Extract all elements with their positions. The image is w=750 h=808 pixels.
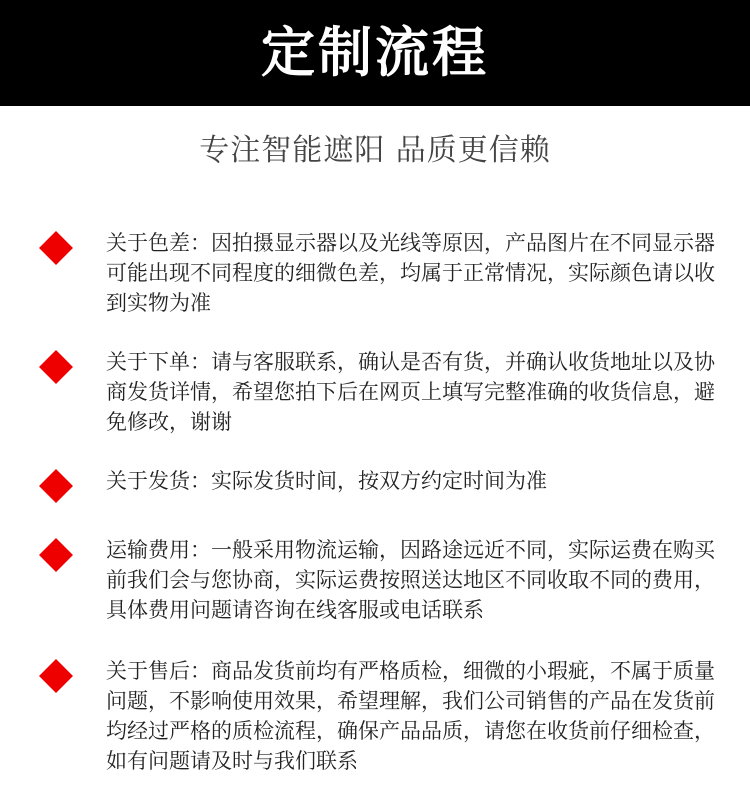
header-banner (0, 0, 750, 106)
red-diamond-icon (39, 350, 73, 384)
notice-text: 运输费用：一般采用物流运输，因路途远近不同，实际运费在购买前我们会与您协商，实际运费按照送达地区不同收取不同的费用，具体费用问题请咨询在线客服或电话联系 (106, 538, 715, 622)
red-diamond-icon (39, 231, 73, 265)
notice-text: 关于售后：商品发货前均有严格质检，细微的小瑕疵，不属于质量问题，不影响使用效果，希望理解，我们公司销售的产品在发货前均经过严格的质检流程，确保产品品质，请您在收货前仔细检查，如有问题请及时与我们联系 (106, 659, 715, 773)
notice-text: 关于下单：请与客服联系，确认是否有货，并确认收货地址以及协商发货详情，希望您拍下后在网页上填写完整准确的收货信息，避免修改，谢谢 (106, 350, 715, 434)
notice-text: 关于发货：实际发货时间，按双方约定时间为准 (106, 469, 547, 493)
red-diamond-icon (39, 659, 73, 693)
red-diamond-icon (39, 469, 73, 503)
slogan: 专注智能遮阳 品质更信赖 (199, 133, 551, 168)
page-title: 定制流程 (261, 21, 489, 84)
red-diamond-icon (39, 538, 73, 572)
notice-text: 关于色差：因拍摄显示器以及光线等原因，产品图片在不同显示器可能出现不同程度的细微色差，均属于正常情况，实际颜色请以收到实物为准 (106, 231, 715, 315)
